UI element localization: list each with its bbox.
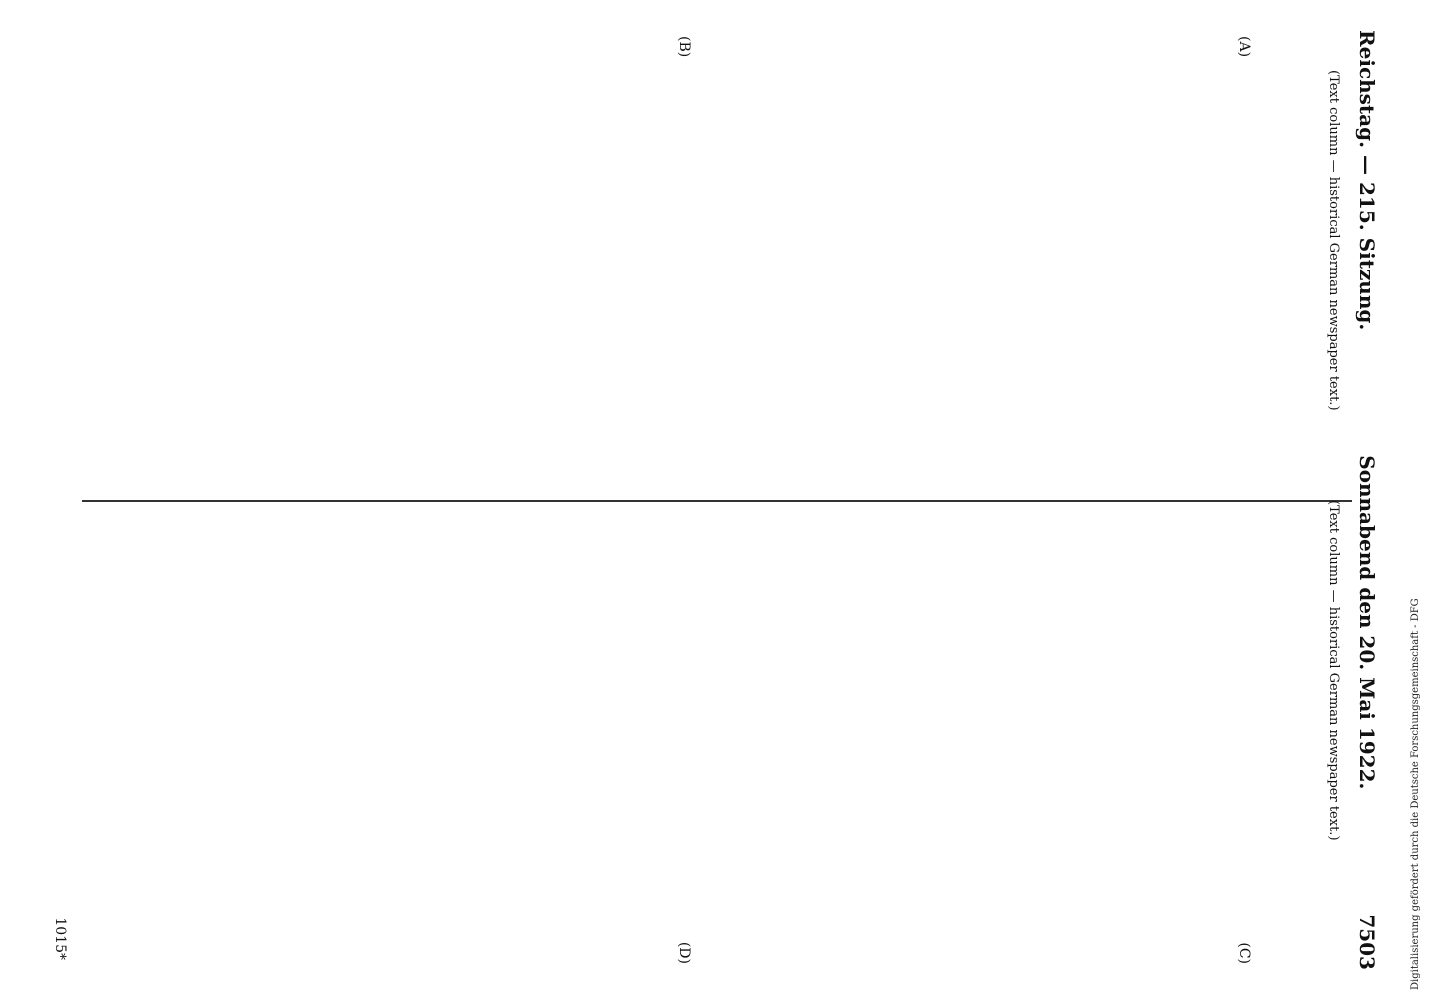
marker-c: (C) — [1236, 942, 1252, 964]
text-column-left — [82, 50, 1352, 520]
marker-a: (A) — [1236, 36, 1252, 58]
text-column-right-body: (Text column — historical German newspaper text.) — [1326, 500, 1341, 841]
dfg-side-note: Digitalisierung gefördert durch die Deutsche Forschungsgemeinschaft - DFG — [1410, 598, 1421, 990]
footer-code: 1015* — [52, 917, 68, 960]
page-number: 7503 — [1355, 914, 1379, 970]
marker-d: (D) — [676, 941, 692, 964]
page-header — [1352, 30, 1382, 970]
marker-b: (B) — [676, 36, 692, 58]
text-column-right — [82, 480, 1352, 950]
text-column-left-body: (Text column — historical German newspaper text.) — [1326, 70, 1341, 411]
header-left: Reichstag. — 215. Sitzung. — [1355, 30, 1379, 331]
rotated-newspaper-page — [42, 30, 1392, 970]
header-right: Sonnabend den 20. Mai 1922. — [1355, 455, 1379, 790]
